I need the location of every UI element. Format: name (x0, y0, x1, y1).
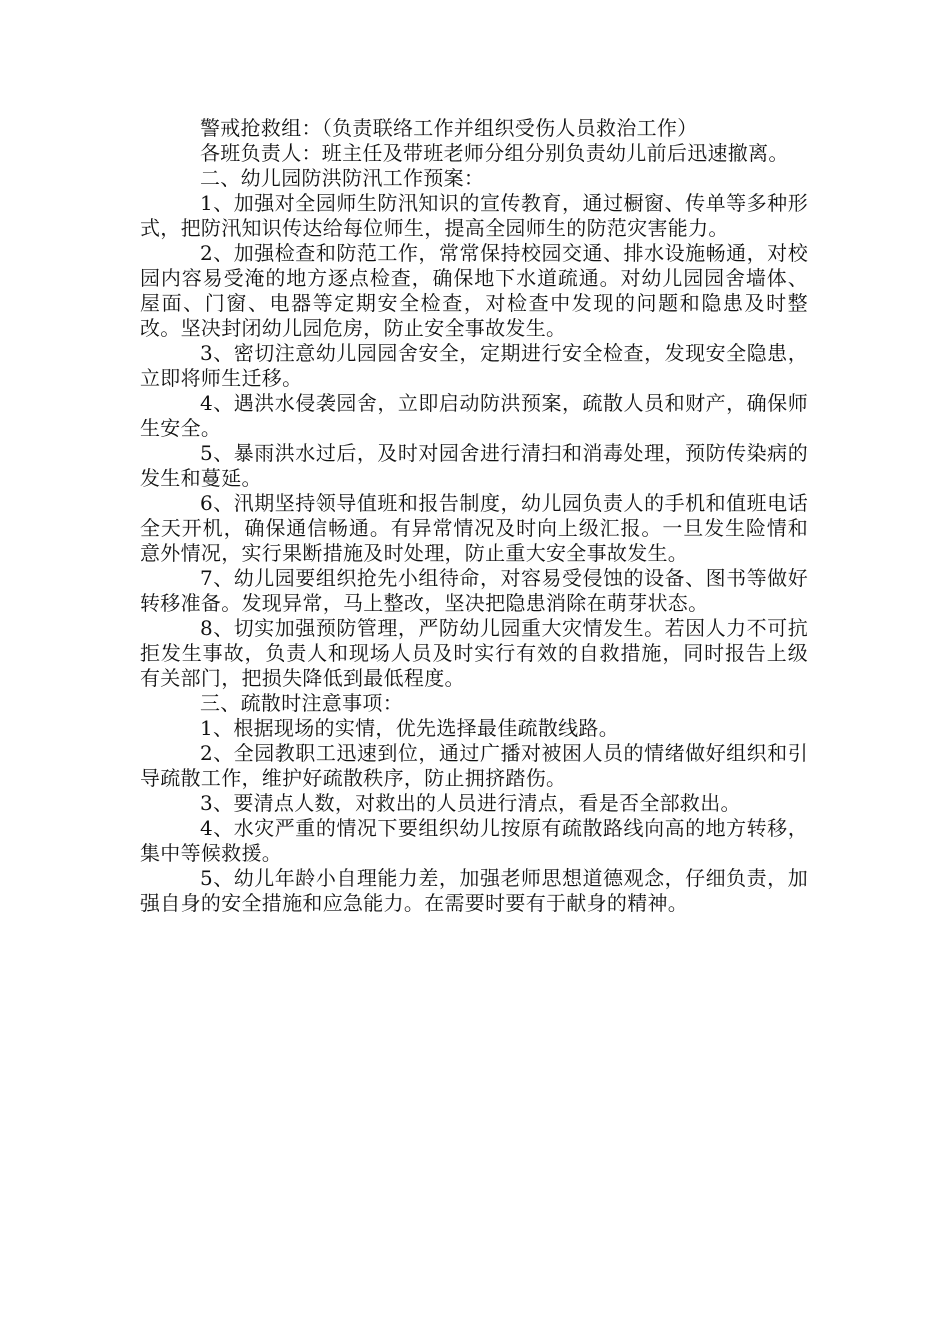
paragraph-evac-item-1: 1、根据现场的实情，优先选择最佳疏散线路。 (200, 716, 620, 740)
paragraph-flood-item-1: 1、加强对全园师生防汛知识的宣传教育，通过橱窗、传单等多种形式，把防汛知识传达给每位师生，提高全园师生的防范灾害能力。 (140, 191, 808, 240)
paragraph-evac-item-3: 3、要清点人数，对救出的人员进行清点，看是否全部救出。 (200, 791, 741, 815)
paragraph-flood-item-5: 5、暴雨洪水过后，及时对园舍进行清扫和消毒处理，预防传染病的发生和蔓延。 (140, 441, 808, 490)
section-heading-flood-plan: 二、幼儿园防洪防汛工作预案： (200, 166, 485, 190)
paragraph-flood-item-6: 6、汛期坚持领导值班和报告制度，幼儿园负责人的手机和值班电话全天开机，确保通信畅通。有异常情况及时向上级汇报。一旦发生险情和意外情况，实行果断措施及时处理，防止重大安全事故发生。 (140, 491, 808, 565)
paragraph-rescue-group: 警戒抢救组：（负责联络工作并组织受伤人员救治工作） (200, 116, 698, 140)
paragraph-flood-item-4: 4、遇洪水侵袭园舍，立即启动防洪预案，疏散人员和财产，确保师生安全。 (140, 391, 808, 440)
paragraph-flood-item-8: 8、切实加强预防管理，严防幼儿园重大灾情发生。若因人力不可抗拒发生事故，负责人和现场人员及时实行有效的自救措施，同时报告上级有关部门，把损失降低到最低程度。 (140, 616, 808, 690)
paragraph-evac-item-5: 5、幼儿年龄小自理能力差，加强老师思想道德观念，仔细负责，加强自身的安全措施和应急能力。在需要时要有于献身的精神。 (140, 866, 808, 915)
document-body (140, 116, 808, 916)
paragraph-evac-item-2: 2、全园教职工迅速到位，通过广播对被困人员的情绪做好组织和引导疏散工作，维护好疏散秩序，防止拥挤踏伤。 (140, 741, 808, 790)
paragraph-flood-item-3: 3、密切注意幼儿园园舍安全，定期进行安全检查，发现安全隐患，立即将师生迁移。 (140, 341, 808, 390)
paragraph-class-leaders: 各班负责人：班主任及带班老师分组分别负责幼儿前后迅速撤离。 (200, 141, 789, 165)
paragraph-flood-item-2: 2、加强检查和防范工作，常常保持校园交通、排水设施畅通，对校园内容易受淹的地方逐点检查，确保地下水道疏通。对幼儿园园舍墙体、屋面、门窗、电器等定期安全检查，对检查中发现的问题和隐患及时整改。坚决封闭幼儿园危房，防止安全事故发生。 (140, 241, 808, 340)
section-heading-evacuation: 三、疏散时注意事项： (200, 691, 403, 715)
paragraph-evac-item-4: 4、水灾严重的情况下要组织幼儿按原有疏散路线向高的地方转移，集中等候救援。 (140, 816, 808, 865)
paragraph-flood-item-7: 7、幼儿园要组织抢先小组待命，对容易受侵蚀的设备、图书等做好转移准备。发现异常，马上整改，坚决把隐患消除在萌芽状态。 (140, 566, 808, 615)
